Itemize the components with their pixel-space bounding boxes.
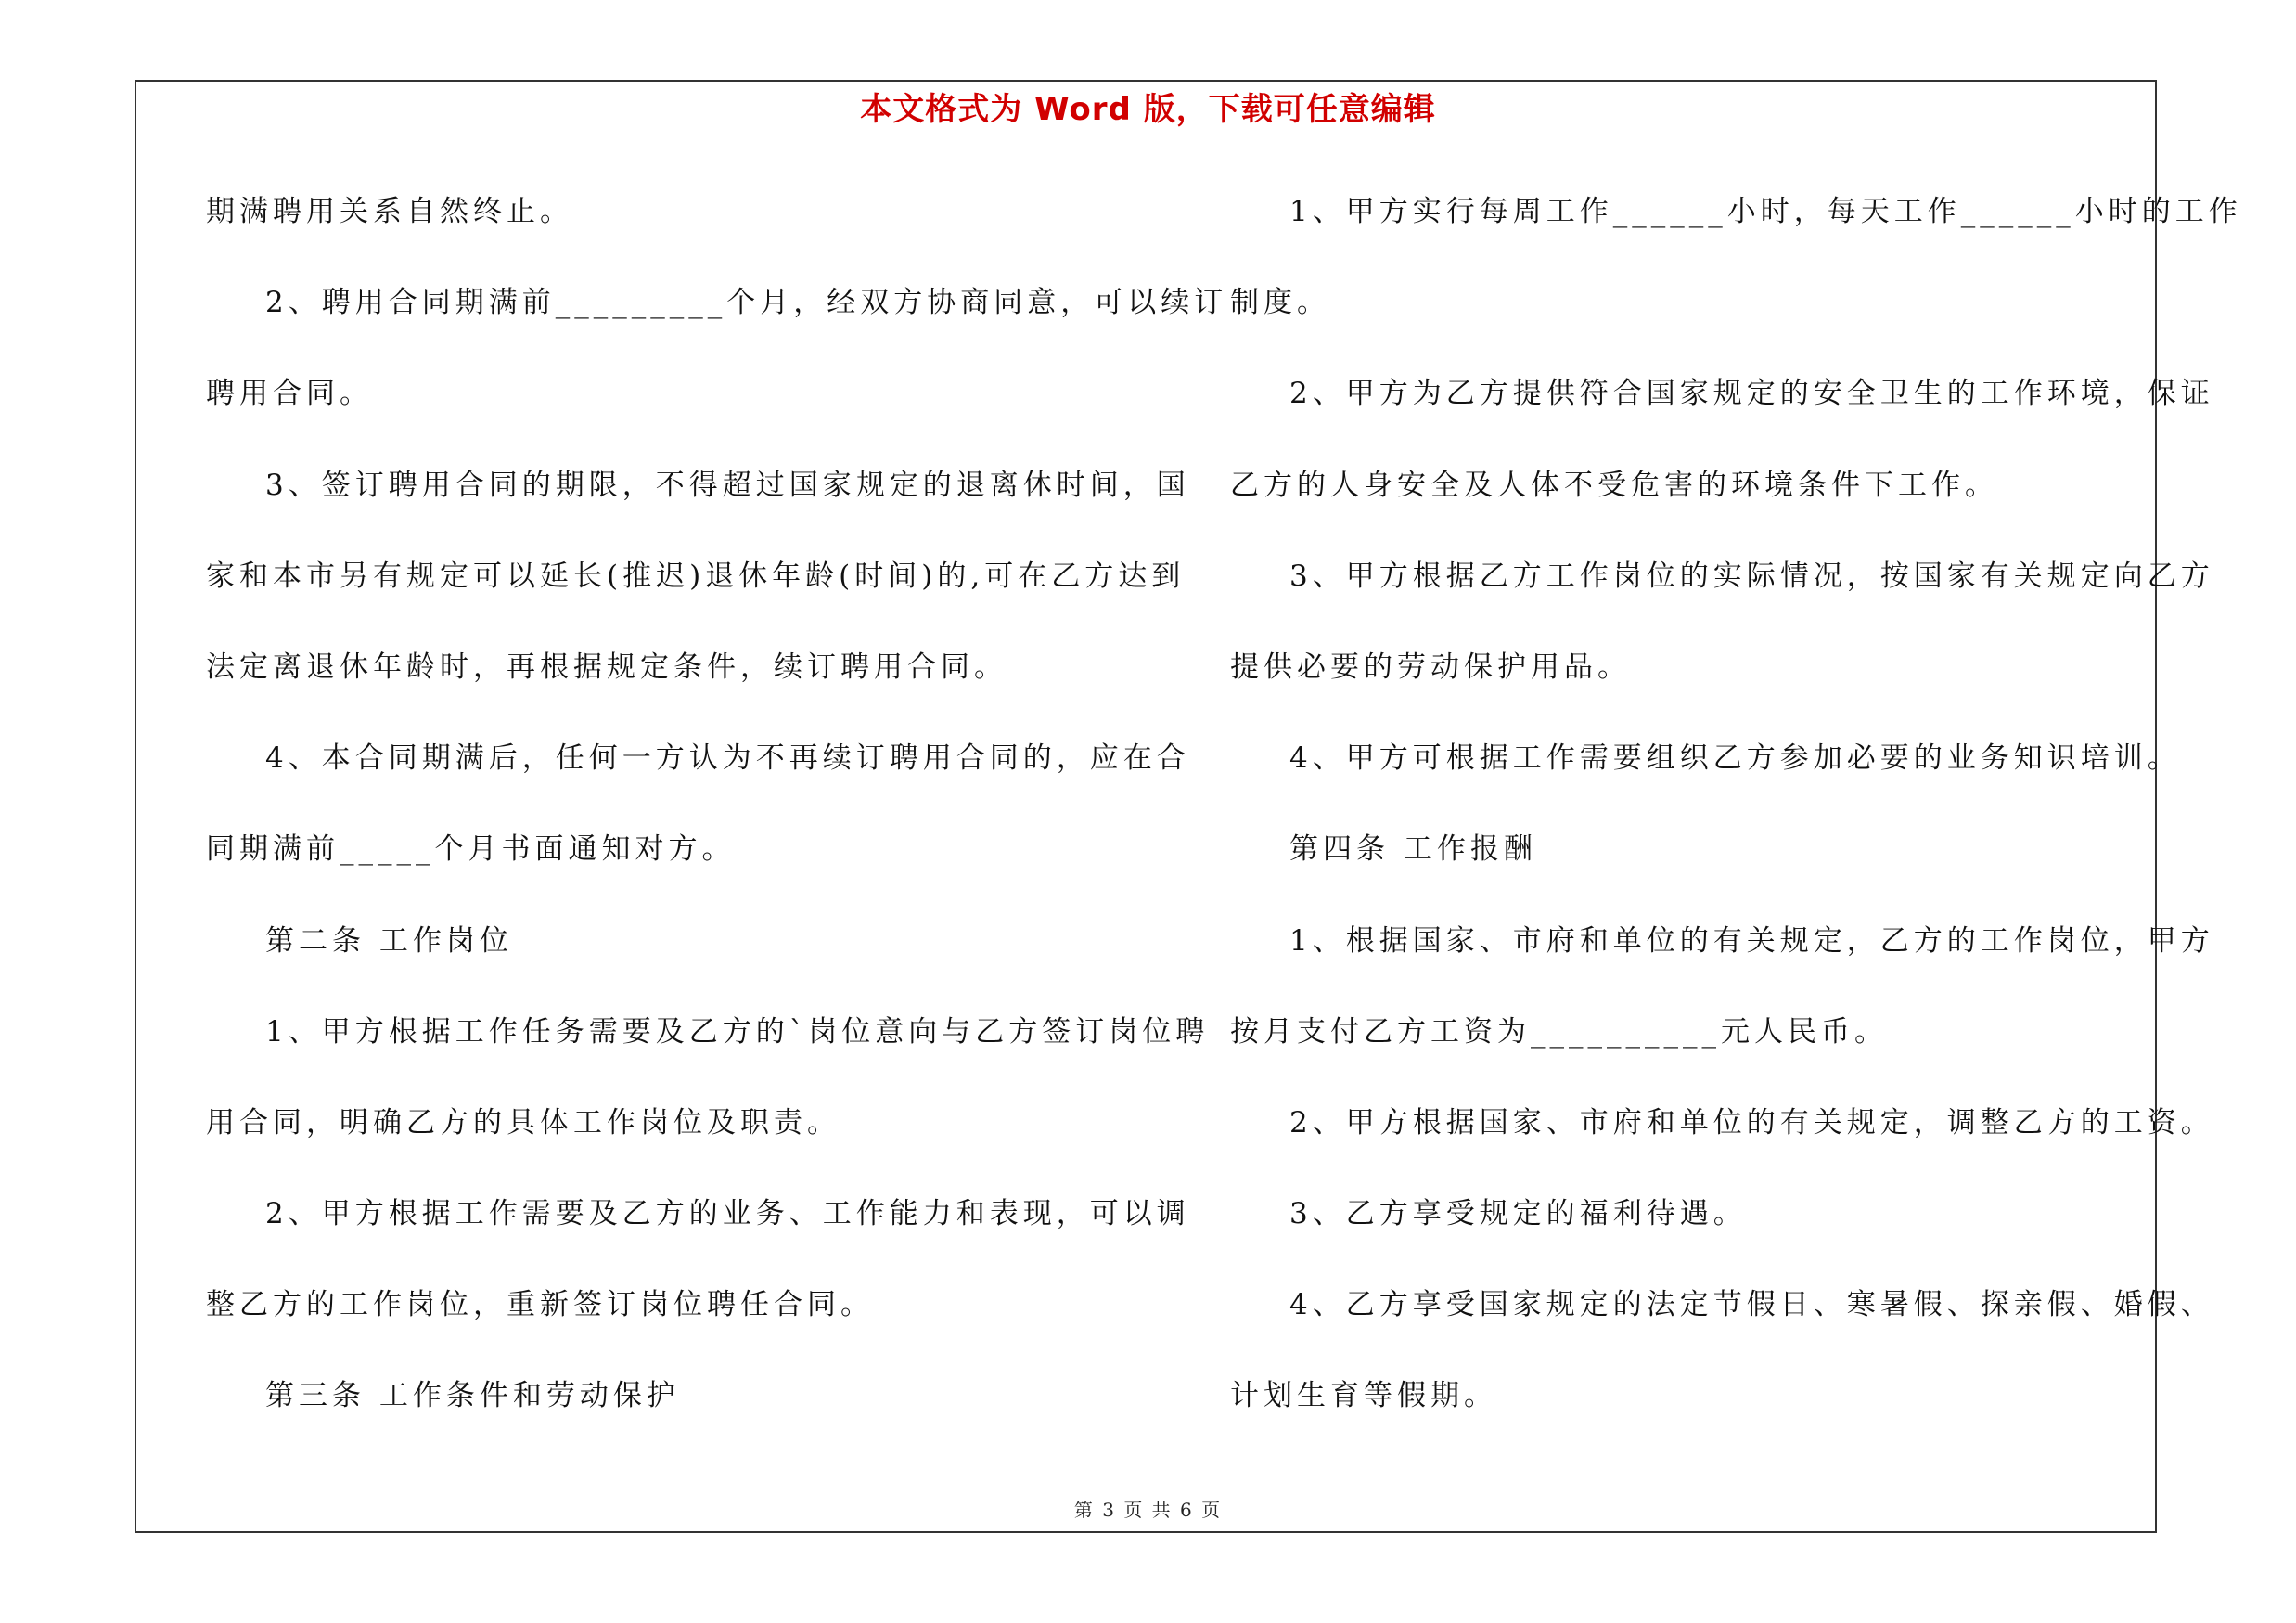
text-line: 期满聘用关系自然终止。 [206, 195, 573, 228]
text-line: 同期满前_____个月书面通知对方。 [206, 832, 736, 867]
text-line: 2、甲方根据国家、市府和单位的有关规定，调整乙方的工资。 [1289, 1105, 2214, 1140]
text-line: 按月支付乙方工资为__________元人民币。 [1230, 1014, 1888, 1049]
text-line: 1、甲方实行每周工作______小时，每天工作______小时的工作 [1289, 195, 2242, 228]
text-line: 乙方的人身安全及人体不受危害的环境条件下工作。 [1230, 468, 1998, 502]
text-line: 3、乙方享受规定的福利待遇。 [1289, 1197, 1747, 1231]
left-text-column [206, 181, 1228, 1457]
text-line: 提供必要的劳动保护用品。 [1230, 650, 1631, 684]
text-line: 计划生育等假期。 [1230, 1379, 1497, 1413]
right-text-column [1230, 181, 2242, 1457]
text-line: 法定离退休年龄时，再根据规定条件，续订聘用合同。 [206, 650, 1007, 684]
text-line: 家和本市另有规定可以延长(推迟)退休年龄(时间)的,可在乙方达到 [206, 559, 1186, 593]
text-line: 4、甲方可根据工作需要组织乙方参加必要的业务知识培训。 [1289, 741, 2181, 776]
text-line: 3、甲方根据乙方工作岗位的实际情况，按国家有关规定向乙方 [1289, 559, 2214, 593]
text-line: 2、甲方为乙方提供符合国家规定的安全卫生的工作环境，保证 [1289, 377, 2214, 411]
page-number-footer: 第 3 页 共 6 页 [1073, 1499, 1223, 1521]
text-line: 用合同，明确乙方的具体工作岗位及职责。 [206, 1105, 840, 1140]
text-line: 3、签订聘用合同的期限，不得超过国家规定的退离休时间，国 [265, 468, 1190, 502]
text-line: 1、根据国家、市府和单位的有关规定，乙方的工作岗位，甲方 [1289, 923, 2214, 958]
text-line: 1、甲方根据工作任务需要及乙方的`岗位意向与乙方签订岗位聘 [265, 1014, 1210, 1049]
text-line: 整乙方的工作岗位，重新签订岗位聘任合同。 [206, 1288, 874, 1322]
text-line: 聘用合同。 [206, 377, 373, 411]
text-line: 4、乙方享受国家规定的法定节假日、寒暑假、探亲假、婚假、 [1289, 1288, 2214, 1322]
text-line: 制度。 [1230, 286, 1330, 320]
text-line: 第二条 工作岗位 [265, 923, 513, 958]
text-line: 4、本合同期满后，任何一方认为不再续订聘用合同的，应在合 [265, 741, 1190, 776]
text-line: 第三条 工作条件和劳动保护 [265, 1379, 680, 1413]
text-line: 2、聘用合同期满前_________个月，经双方协商同意，可以续订 [265, 286, 1228, 320]
text-line: 2、甲方根据工作需要及乙方的业务、工作能力和表现，可以调 [265, 1197, 1190, 1231]
text-line: 第四条 工作报酬 [1289, 832, 1537, 867]
format-notice-banner: 本文格式为 Word 版，下载可任意编辑 [860, 91, 1436, 128]
